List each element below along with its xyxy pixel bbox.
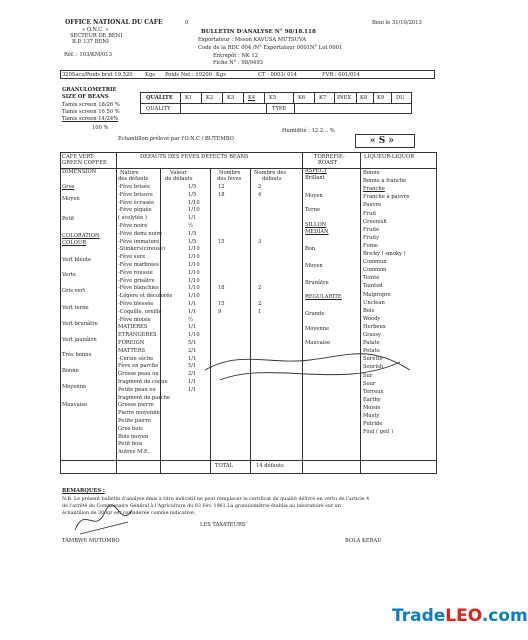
dimension-item: Verte: [62, 272, 76, 278]
defect-item: Petit bois: [118, 441, 143, 448]
dimension-item: Très bonne: [62, 352, 92, 358]
remarks-title: REMARQUES :: [62, 488, 105, 494]
liquor-item: Fruité: [363, 226, 380, 233]
defect-item: Gros bois: [118, 425, 143, 432]
defect-value: 1/5: [188, 191, 197, 198]
roast-item: Bon: [305, 246, 316, 252]
dimension-item: Vert jaunâtre: [62, 337, 97, 343]
defect-value: 1/10: [188, 262, 200, 268]
liquor-item: Commun: [363, 259, 387, 266]
defect-value: ½: [188, 316, 194, 323]
liquor-item: Fume: [363, 242, 378, 249]
quality-header-k5: K5: [269, 95, 277, 101]
col-nombre-feves-2: des fèves: [217, 176, 242, 182]
roast-item: Brunâtre: [305, 280, 329, 286]
defect-item: -Fève marbrées: [118, 262, 159, 268]
defect-value: 1/1: [188, 324, 197, 331]
defect-value: 1/10: [188, 246, 200, 253]
col-valeur-1: Valeur: [170, 170, 187, 176]
reference: Réf. : 103/KM/013: [64, 52, 112, 58]
defect-item: Grosse pierre: [118, 402, 154, 409]
defect-value: 1/10: [188, 293, 200, 300]
liquor-item: Pauvre: [363, 202, 382, 209]
liquor-item: Common: [363, 267, 387, 274]
roast-item: Moyenne: [305, 326, 330, 332]
liquor-item: Patate: [363, 340, 380, 347]
total-label: TOTAL: [215, 463, 234, 469]
col-nombre-defauts-2: défauts: [262, 176, 282, 182]
bp-label: B.P. 137 BENI: [72, 39, 109, 45]
tamis-line-1: Tamis screen 18/26 %: [62, 102, 120, 108]
defect-value: 2/1: [188, 371, 197, 378]
quality-header-k4: K4: [248, 95, 256, 101]
signatory-right: BOLA KEBAU: [345, 538, 382, 544]
tamis-line-2: Tamis screen 16 50 %: [62, 109, 120, 115]
liquor-item: Musty: [363, 413, 380, 419]
signatory-left: TAMBWE MUTOMBO: [62, 538, 120, 544]
defect-value: 1/10: [188, 277, 200, 284]
bean-count: 18: [218, 285, 225, 292]
col-nombre-defauts-1: Nombre des: [254, 170, 287, 176]
dimension-item: COLORATION: [62, 233, 100, 239]
type-label: TYPE: [272, 106, 287, 112]
col-nature-2: des défauts: [118, 176, 149, 182]
col-cafe-vert: CAFE VERT-: [62, 154, 95, 160]
defect-item: Petite peau ou: [118, 386, 156, 393]
sample-note: Echantillon prélevé par l'O.N.C / BUTEMBO: [118, 136, 234, 142]
col-defects-title: DEFAUTS DES FEVES DEFECTS BEANS: [140, 154, 249, 160]
size-of-beans-label: SIZE OF BEANS: [62, 94, 109, 100]
liquor-item: Grassy: [363, 332, 381, 338]
roast-item: REGULARITE: [305, 294, 342, 300]
defect-count: 2: [258, 301, 262, 307]
quality-header-qualite: QUALITE: [146, 95, 173, 101]
liquor-item: Fruit: [363, 210, 377, 217]
roast-item: MEDIAN: [305, 229, 329, 235]
quality-header-inex: INEX: [337, 95, 352, 101]
defect-item: fragment de parche: [118, 394, 171, 401]
col-roast: ROAST: [318, 160, 337, 166]
taxateurs-label: LES TAXATEURS: [200, 522, 246, 528]
dimension-item: Gris vert: [62, 288, 86, 294]
defect-item: -Fève brisure: [118, 191, 153, 198]
liquor-item: Greenish: [363, 218, 387, 225]
liquor-item: Moisie: [363, 404, 381, 411]
signature-scribble-table: [200, 340, 420, 400]
dimension-item: Moyenne: [62, 384, 87, 390]
defect-value: 1/10: [188, 285, 200, 292]
total-value: 14 défauts: [256, 463, 284, 469]
liquor-item: Surette: [363, 356, 383, 363]
defect-value: 1/1: [188, 308, 197, 315]
ct-number: CT : 0003/ 014: [258, 72, 297, 78]
warehouse: Entrepôt : NK 12: [213, 53, 259, 59]
roast-item: Grande: [305, 311, 325, 317]
dimension-item: Vert bleute: [62, 257, 92, 263]
col-dimension: DIMENSION: [62, 169, 97, 175]
defect-count: 1: [258, 308, 262, 315]
defect-value: 1/1: [188, 386, 197, 393]
defect-count: 4: [258, 191, 262, 198]
roast-item: Brillant: [305, 175, 325, 181]
defect-count: 2: [258, 184, 262, 190]
defect-item: MATTERS: [118, 347, 146, 354]
defect-item: MATIERES: [118, 324, 148, 331]
defect-item: FOREIGN: [118, 340, 145, 346]
defect-value: 1/5: [188, 230, 197, 237]
defect-item: -Stinkers(cireuse): [118, 246, 165, 253]
defect-item: Pierre moyenne: [118, 410, 160, 417]
exporter-code: Code de la RDC 004 /N° Exportateur 0001N° Lot 0001: [198, 45, 343, 51]
fvr-number: FVR : 001/014: [322, 72, 360, 78]
defect-value: 1/10: [188, 269, 200, 276]
quality-header-k3: K3: [227, 95, 235, 101]
defect-value: 1/5: [188, 238, 197, 245]
tradeleo-watermark: TradeLEO.com: [392, 606, 528, 626]
defect-item: -Fève brisée: [118, 184, 151, 190]
defect-value: ½: [188, 223, 194, 229]
roast-item: Mauvaise: [305, 340, 331, 346]
quality-label: QUALITY: [146, 106, 171, 112]
quality-header-k9: K9: [377, 95, 385, 101]
defect-item: -Fève écrasée: [118, 199, 155, 206]
remarks-line-3: échantillon de 300gr est considérée comme indicative.: [62, 511, 196, 516]
defect-item: Petite pierre: [118, 418, 151, 424]
defect-value: 1/1: [188, 301, 197, 307]
roast-item: Moyen: [305, 263, 323, 269]
onc-label: « O.N.C. »: [82, 27, 109, 33]
defect-item: ETRANGERES: [118, 332, 157, 339]
liquor-item: Sur: [363, 372, 373, 379]
defect-item: Bois moyen: [118, 433, 149, 440]
header-zero: 0: [185, 20, 189, 26]
document-date: Beni le 31/10/2013: [372, 20, 422, 26]
grade-value: « S »: [370, 136, 395, 146]
quality-header-k2: K2: [206, 95, 214, 101]
liquor-item: Herbeux: [363, 323, 386, 330]
dimension-item: Petit: [62, 216, 75, 222]
defect-count: 3: [258, 238, 262, 245]
liquor-item: Franche à pauvre: [363, 194, 410, 201]
defect-item: -Fève grisâtre: [118, 277, 155, 284]
bean-count: 15: [218, 301, 225, 307]
liquor-item: Terreux: [363, 388, 384, 395]
defect-item: Fève en parche: [118, 363, 159, 370]
liquor-item: Foul ( geil ): [363, 429, 394, 436]
defect-item: -Fève piquée: [118, 207, 152, 214]
bean-count: 18: [218, 191, 225, 198]
defect-item: Grosse peau ou: [118, 371, 159, 378]
liquor-item: Putride: [363, 421, 383, 428]
defect-item: -Fève blanchies: [118, 285, 159, 292]
defect-item: -Fève demi noire: [118, 230, 163, 237]
liquor-item: Fruity: [363, 234, 380, 241]
roast-item: ASPECT: [305, 168, 328, 174]
roast-item: SILLON: [305, 222, 327, 228]
col-nature-1: Nature: [120, 170, 139, 176]
secteur-label: SECTEUR DE BENI: [70, 33, 123, 39]
defect-value: 1/1: [188, 379, 197, 385]
defect-value: 1/10: [188, 332, 200, 339]
liquor-item: Tainted: [363, 283, 383, 290]
defect-item: -Légère et décolorée: [118, 293, 173, 300]
quality-header-k7: K7: [319, 95, 327, 101]
defect-value: 5/1: [188, 340, 197, 346]
granulometry-label: GRANULOMETRIE: [62, 87, 117, 93]
dimension-item: COLOUR: [62, 240, 87, 246]
defect-item: ( scolytée ): [118, 215, 147, 222]
liquor-item: Bonne: [363, 170, 380, 176]
col-green-coffee: GREEN COFFEE: [62, 160, 107, 166]
office-name: OFFICE NATIONAL DU CAFE: [65, 19, 163, 26]
liquor-item: Bois: [363, 307, 375, 314]
defect-value: 1/1: [188, 215, 197, 222]
dimension-item: Vert brunâtre: [62, 321, 98, 327]
dimension-item: Moyen: [62, 196, 80, 202]
defect-value: 1/10: [188, 254, 200, 261]
quality-header-k8: K8: [360, 95, 368, 101]
defect-item: -Fève sure: [118, 254, 146, 261]
defect-item: -Fève immature: [118, 238, 160, 245]
col-liqueur: LIQUEUR-LIQUOR: [364, 154, 415, 160]
signature-scribble-left: [70, 500, 140, 540]
liquor-item: Teinté: [363, 275, 380, 282]
tamis-line-3: Tamis screen 14/24%: [62, 116, 119, 122]
gross-weight-unit: Kgs: [145, 72, 155, 78]
defect-item: -Fève moisie: [118, 316, 151, 323]
quality-header-du: DU: [396, 95, 405, 101]
defect-item: -Cerise sèche: [118, 355, 154, 362]
liquor-item: Sourish: [363, 364, 384, 371]
defect-value: 2/1: [188, 347, 197, 354]
defect-item: -Fève blessée: [118, 301, 154, 307]
liquor-item: Malpropre: [363, 291, 391, 298]
dimension-item: Vert terne: [62, 305, 89, 311]
bean-count: 12: [218, 184, 225, 190]
tamis-total: 100 %: [92, 125, 109, 131]
liquor-item: Unclean: [363, 299, 385, 306]
roast-item: Terne: [305, 207, 321, 213]
liquor-item: Woody: [363, 315, 381, 322]
liquor-item: Franche: [363, 186, 385, 193]
defect-count: 2: [258, 285, 262, 292]
col-torrefie: TORREFIE-: [314, 154, 345, 160]
defect-value: 1/10: [188, 207, 200, 214]
defect-value: 5/1: [188, 363, 197, 370]
net-weight: Poids Net : 19200: [165, 72, 212, 78]
sheet-number: Fiche N° : 98/9493: [213, 60, 263, 66]
quality-header-k1: K1: [185, 95, 193, 101]
remarks-line-2: de l'arrêté du Commissaire Général à l'Agriculture du 03 Fév. 1961.La granulométrie établie au laboratoire sur un: [62, 504, 341, 509]
defect-item: Autres M.E.: [118, 449, 150, 456]
defect-value: 1/5: [188, 184, 197, 190]
defect-item: fragment de coque: [118, 379, 168, 385]
defect-item: -Coquille, oreille: [118, 308, 162, 315]
quality-header-k6: K6: [298, 95, 306, 101]
humidity: Humidité : 12.2... %: [282, 128, 335, 134]
bean-count: 9: [218, 308, 222, 315]
liquor-item: Sour: [363, 380, 376, 387]
defect-value: 1/10: [188, 199, 200, 206]
gross-weight: 320Sacs/Poids brut 19.520: [62, 72, 133, 78]
dimension-item: Mauvaise: [62, 402, 88, 408]
liquor-item: Bonne à franche: [363, 178, 407, 185]
defect-item: -Fève roussie: [118, 269, 153, 276]
bean-count: 15: [218, 238, 225, 245]
dimension-item: Bonne: [62, 368, 79, 374]
liquor-item: Potato: [363, 348, 380, 355]
col-nombre-feves-1: Nombre: [219, 170, 241, 176]
defect-value: 1/1: [188, 355, 197, 362]
bulletin-number: BULLETIN D'ANALYSE N° 98/18.118: [201, 29, 316, 35]
remarks-line-1: N.B. Le présent bulletin d'analyse émis à titre indicatif ne peut remplacer le certificat de qualité délivré en vertu de l'article 4: [62, 497, 370, 502]
exporter: Exportateur : Msson KAVUSA MUTSUVA: [198, 37, 307, 43]
liquor-item: Earthy: [363, 396, 381, 403]
dimension-item: Gros: [62, 184, 75, 190]
net-weight-unit: Kgs: [216, 72, 226, 78]
defect-item: -Fève noire: [118, 223, 148, 229]
liquor-item: Bricky ( smoky ): [363, 251, 406, 257]
col-valeur-2: de défauts: [165, 176, 193, 182]
roast-item: Moyen: [305, 193, 323, 199]
